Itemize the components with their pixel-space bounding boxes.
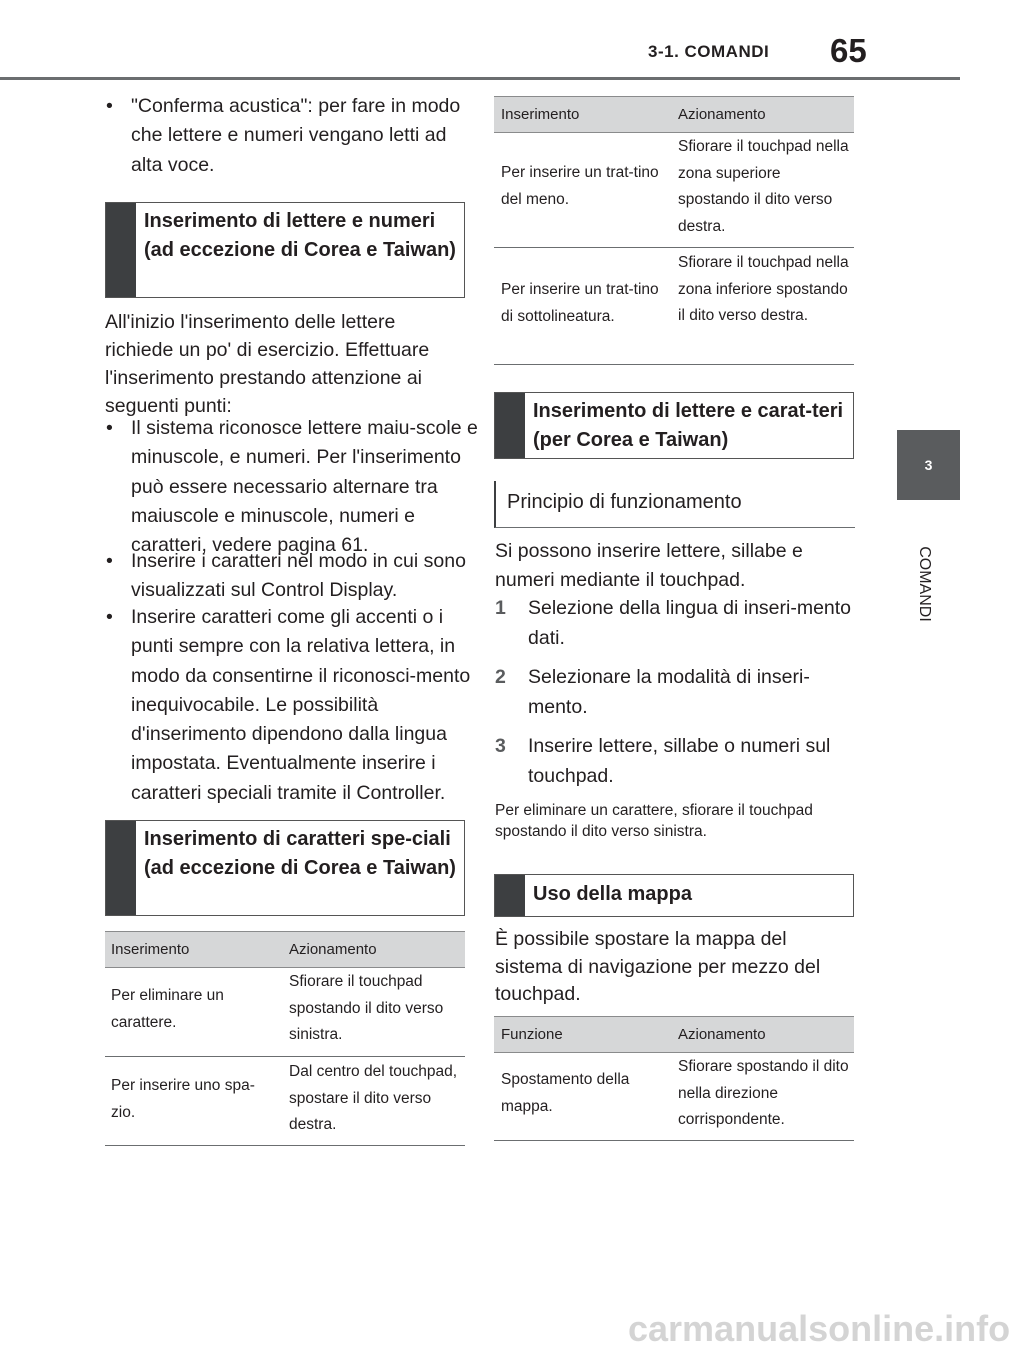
subheading-principle: Principio di funzionamento [494,481,855,528]
intro-bullet: • "Conferma acustica": per fare in modo che lettere e numeri vengano letti ad alta voce. [106,95,461,176]
table-cell: Per eliminare un carattere. [111,987,224,1031]
section-title: 3-1. COMANDI [648,42,770,61]
map-paragraph: È possibile spostare la mappa del sistema di navigazione per mezzo del touchpad. [495,928,821,1005]
heading-box-map [494,874,854,917]
heading-special: Inserimento di caratteri spe-ciali (ad eccezione di Corea e Taiwan) [144,828,456,879]
table-header: Funzione Azionamento [494,1016,854,1053]
watermark: carmanualsonline.info [628,1308,1010,1349]
table-header: Inserimento Azionamento [105,931,465,968]
list-item: • Inserire caratteri come gli accenti o i punti sempre con la relativa lettera, in modo da consentirne il riconosci-mento inequivocabile. Le possibilità d'inserimento dipendono dalla lingua impostata. Eventualmente inserire i caratteri speciali tramite il Controller. [106,606,471,804]
table-cell: Per inserire un trat-tino del meno. [501,164,659,208]
table-special-chars [105,931,465,1147]
table-cell: Sfiorare il touchpad spostando il dito verso sinistra. [289,973,444,1043]
table-cell: Sfiorare il touchpad nella zona inferiore spostando il dito verso destra. [678,254,849,324]
table-map [494,1016,854,1142]
list-item: • Il sistema riconosce lettere maiu-scole e minuscole, e numeri. Per l'inserimento può essere necessario alternare tra maiuscole e minuscole, numeri e caratteri, vedere pagina 61. [106,417,478,557]
chapter-tab [897,430,960,500]
table-cell: Sfiorare spostando il dito nella direzione corrispondente. [678,1058,849,1128]
chapter-label: COMANDI [916,546,933,622]
table-cell: Spostamento della mappa. [501,1071,630,1115]
heading-map: Uso della mappa [533,883,692,905]
table-dashes [494,96,854,366]
delete-note: Per eliminare un carattere, sfiorare il touchpad spostando il dito verso sinistra. [495,802,813,840]
table-cell: Dal centro del touchpad, spostare il dito verso destra. [289,1063,458,1133]
heading-letters: Inserimento di lettere e numeri (ad eccezione di Corea e Taiwan) [144,210,456,261]
step-item: 3 Inserire lettere, sillabe o numeri sul touchpad. [495,735,831,787]
heading-korea: Inserimento di lettere e carat-teri (per Corea e Taiwan) [533,400,844,451]
header-rule [0,77,960,80]
heading-box-korea [494,392,854,459]
step-item: 2 Selezionare la modalità di inseri-mento. [495,666,810,718]
principle-paragraph: Si possono inserire lettere, sillabe e numeri mediante il touchpad. [495,540,803,591]
table-cell: Per inserire uno spa-zio. [111,1077,255,1121]
table-cell: Sfiorare il touchpad nella zona superiore spostando il dito verso destra. [678,138,849,235]
step-item: 1 Selezione della lingua di inseri-mento dati. [495,597,852,649]
intro-bullet-text: "Conferma acustica": per fare in modo che lettere e numeri vengano letti ad alta voce. [131,95,461,176]
list-item: • Inserire i caratteri nel modo in cui sono visualizzati sul Control Display. [106,550,466,602]
heading-box-letters [105,202,465,298]
table-cell: Per inserire un trat-tino di sottolineatura. [501,281,659,325]
table-header: Inserimento Azionamento [494,96,854,133]
intro-paragraph: All'inizio l'inserimento delle lettere richiede un po' di esercizio. Effettuare l'inserimento prestando attenzione ai seguenti punti: [105,311,430,417]
heading-box-special [105,820,465,916]
page-number: 65 [830,32,867,69]
chapter-number: 3 [924,457,933,473]
